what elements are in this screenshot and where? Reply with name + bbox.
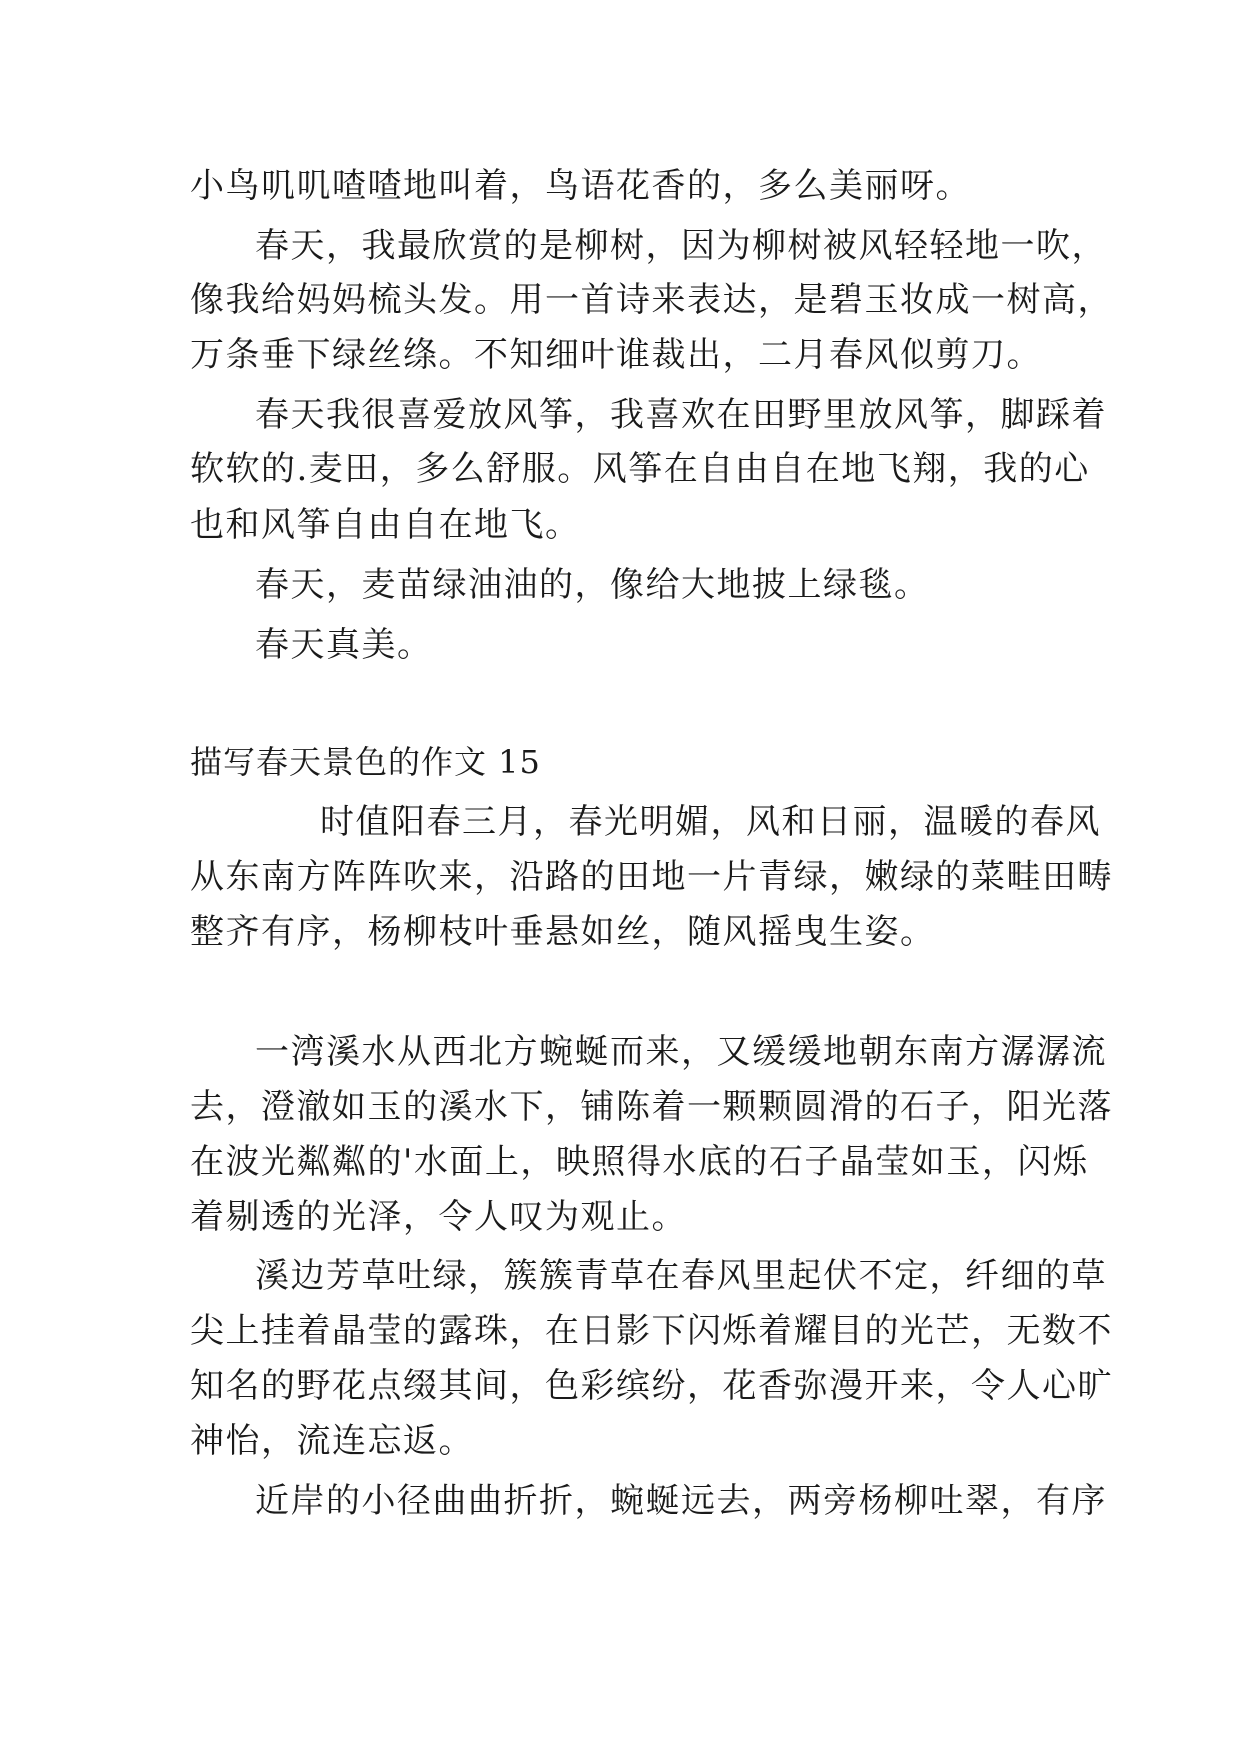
text-line: 春天，麦苗绿油油的，像给大地披上绿毯。 xyxy=(255,565,930,605)
text-line: 从东南方阵阵吹来，沿路的田地一片青绿，嫩绿的菜畦田畴 xyxy=(190,857,1113,897)
text-line: 近岸的小径曲曲折折，蜿蜒远去，两旁杨柳吐翠，有序 xyxy=(255,1481,1107,1521)
text-line: 神怡，流连忘返。 xyxy=(190,1421,474,1461)
text-line: 着剔透的光泽，令人叹为观止。 xyxy=(190,1197,687,1237)
text-line: 在波光粼粼的'水面上，映照得水底的石子晶莹如玉，闪烁 xyxy=(190,1142,1089,1182)
section-heading: 描写春天景色的作文 15 xyxy=(190,743,541,781)
text-line: 像我给妈妈梳头发。用一首诗来表达，是碧玉妆成一树高， xyxy=(190,280,1113,320)
text-line: 知名的野花点缀其间，色彩缤纷，花香弥漫开来，令人心旷 xyxy=(190,1366,1113,1406)
text-line: 万条垂下绿丝绦。不知细叶谁裁出，二月春风似剪刀。 xyxy=(190,335,1042,375)
text-line: 去，澄澈如玉的溪水下，铺陈着一颗颗圆滑的石子，阳光落 xyxy=(190,1087,1113,1127)
text-line: 软软的.麦田，多么舒服。风筝在自由自在地飞翔，我的心 xyxy=(190,449,1090,489)
text-line: 春天真美。 xyxy=(255,625,433,665)
text-line: 溪边芳草吐绿，簇簇青草在春风里起伏不定，纤细的草 xyxy=(255,1256,1107,1296)
text-line: 春天，我最欣赏的是柳树，因为柳树被风轻轻地一吹， xyxy=(255,226,1107,266)
text-line: 尖上挂着晶莹的露珠，在日影下闪烁着耀目的光芒，无数不 xyxy=(190,1311,1113,1351)
text-line: 一湾溪水从西北方蜿蜒而来，又缓缓地朝东南方潺潺流 xyxy=(255,1032,1107,1072)
text-line: 也和风筝自由自在地飞。 xyxy=(190,505,581,545)
text-line: 小鸟叽叽喳喳地叫着，鸟语花香的，多么美丽呀。 xyxy=(190,166,971,206)
text-line: 时值阳春三月，春光明媚，风和日丽，温暖的春风 xyxy=(320,802,1101,842)
text-line: 整齐有序，杨柳枝叶垂悬如丝，随风摇曳生姿。 xyxy=(190,912,936,952)
text-line: 春天我很喜爱放风筝，我喜欢在田野里放风筝，脚踩着 xyxy=(255,395,1107,435)
